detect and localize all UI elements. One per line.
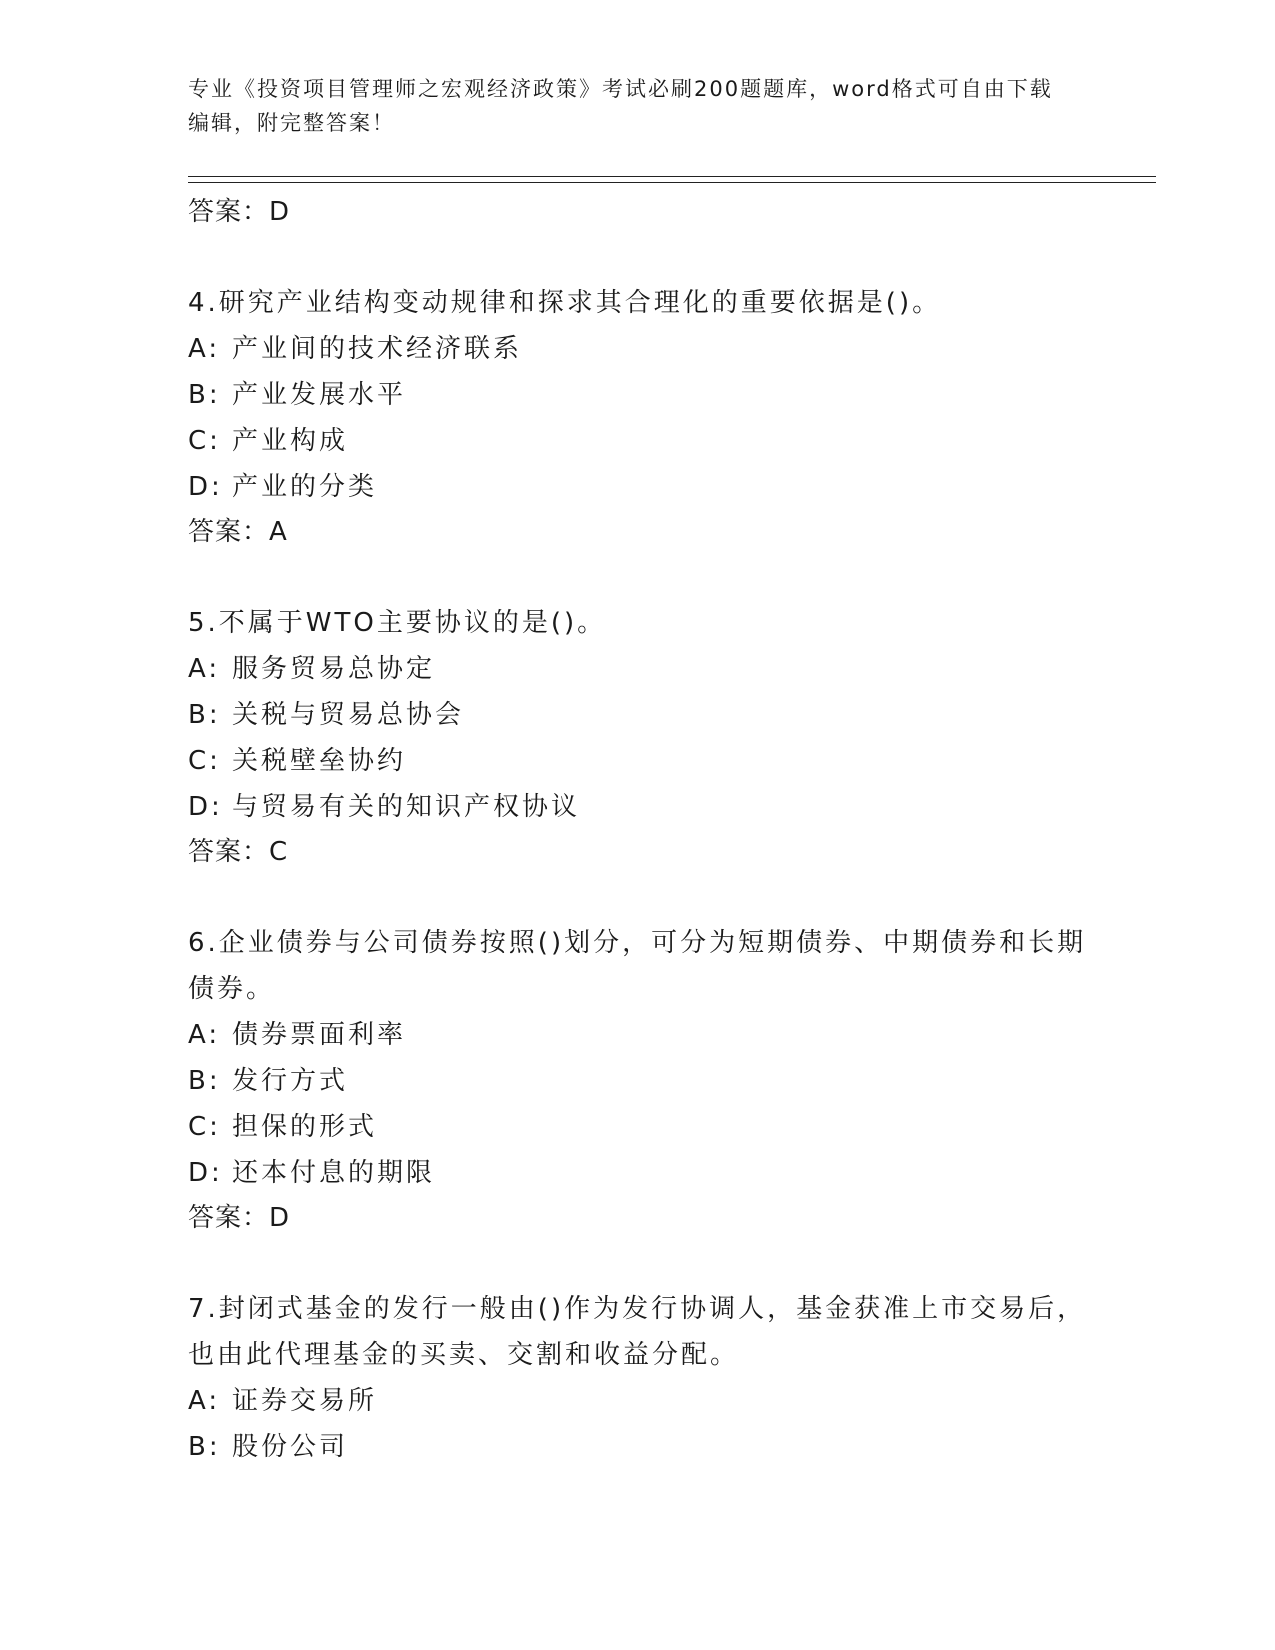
question-block-5 [188, 600, 1088, 874]
option-text: 产业构成 [232, 426, 349, 456]
question-stem: 4.研究产业结构变动规律和探求其合理化的重要依据是()。 [188, 288, 942, 318]
option-b [188, 372, 1088, 418]
header-divider-bottom [188, 182, 1156, 183]
option-text: 发行方式 [232, 1066, 349, 1096]
document-header: 专业《投资项目管理师之宏观经济政策》考试必刷200题题库，word格式可自由下载编辑，附完整答案！ [188, 77, 1053, 135]
option-d [188, 1150, 1088, 1196]
option-text: 与贸易有关的知识产权协议 [232, 792, 581, 822]
answer-line: 答案：D [188, 197, 291, 227]
option-key: D: [188, 472, 223, 502]
option-text: 担保的形式 [232, 1112, 378, 1142]
option-key: A: [188, 1020, 221, 1050]
question-block-6 [188, 920, 1088, 1240]
option-key: C: [188, 1112, 221, 1142]
option-text: 债券票面利率 [232, 1020, 407, 1050]
question-stem: 6.企业债券与公司债券按照()划分，可分为短期债券、中期债券和长期债券。 [188, 928, 1087, 1004]
question-block-7 [188, 1286, 1088, 1470]
option-key: B: [188, 380, 221, 410]
option-key: C: [188, 426, 221, 456]
answer-line: 答案：D [188, 1203, 291, 1233]
option-text: 还本付息的期限 [232, 1158, 436, 1188]
option-key: D: [188, 792, 223, 822]
option-a [188, 1378, 1088, 1424]
option-text: 产业间的技术经济联系 [232, 334, 523, 364]
option-key: C: [188, 746, 221, 776]
option-b [188, 692, 1088, 738]
option-text: 服务贸易总协定 [232, 654, 436, 684]
option-text: 股份公司 [232, 1432, 349, 1462]
option-key: B: [188, 1432, 221, 1462]
answer-line: 答案：C [188, 837, 289, 867]
option-key: A: [188, 334, 221, 364]
option-text: 关税壁垒协约 [232, 746, 407, 776]
option-a [188, 646, 1088, 692]
option-key: B: [188, 700, 221, 730]
option-c [188, 1104, 1088, 1150]
question-block-4 [188, 280, 1088, 554]
option-b [188, 1058, 1088, 1104]
answer-line: 答案：A [188, 517, 288, 547]
option-text: 产业的分类 [232, 472, 378, 502]
option-text: 产业发展水平 [232, 380, 407, 410]
option-key: D: [188, 1158, 223, 1188]
option-c [188, 418, 1088, 464]
option-text: 关税与贸易总协会 [232, 700, 465, 730]
question-list [188, 190, 1088, 1470]
option-text: 证券交易所 [232, 1386, 378, 1416]
question-stem: 5.不属于WTO主要协议的是()。 [188, 608, 607, 638]
question-stem: 7.封闭式基金的发行一般由()作为发行协调人，基金获准上市交易后，也由此代理基金的买卖、交割和收益分配。 [188, 1294, 1087, 1370]
option-b [188, 1424, 1088, 1470]
option-key: B: [188, 1066, 221, 1096]
option-key: A: [188, 1386, 221, 1416]
option-a [188, 326, 1088, 372]
option-a [188, 1012, 1088, 1058]
header-divider-top [188, 176, 1156, 177]
option-d [188, 464, 1088, 510]
option-key: A: [188, 654, 221, 684]
option-d [188, 784, 1088, 830]
option-c [188, 738, 1088, 784]
